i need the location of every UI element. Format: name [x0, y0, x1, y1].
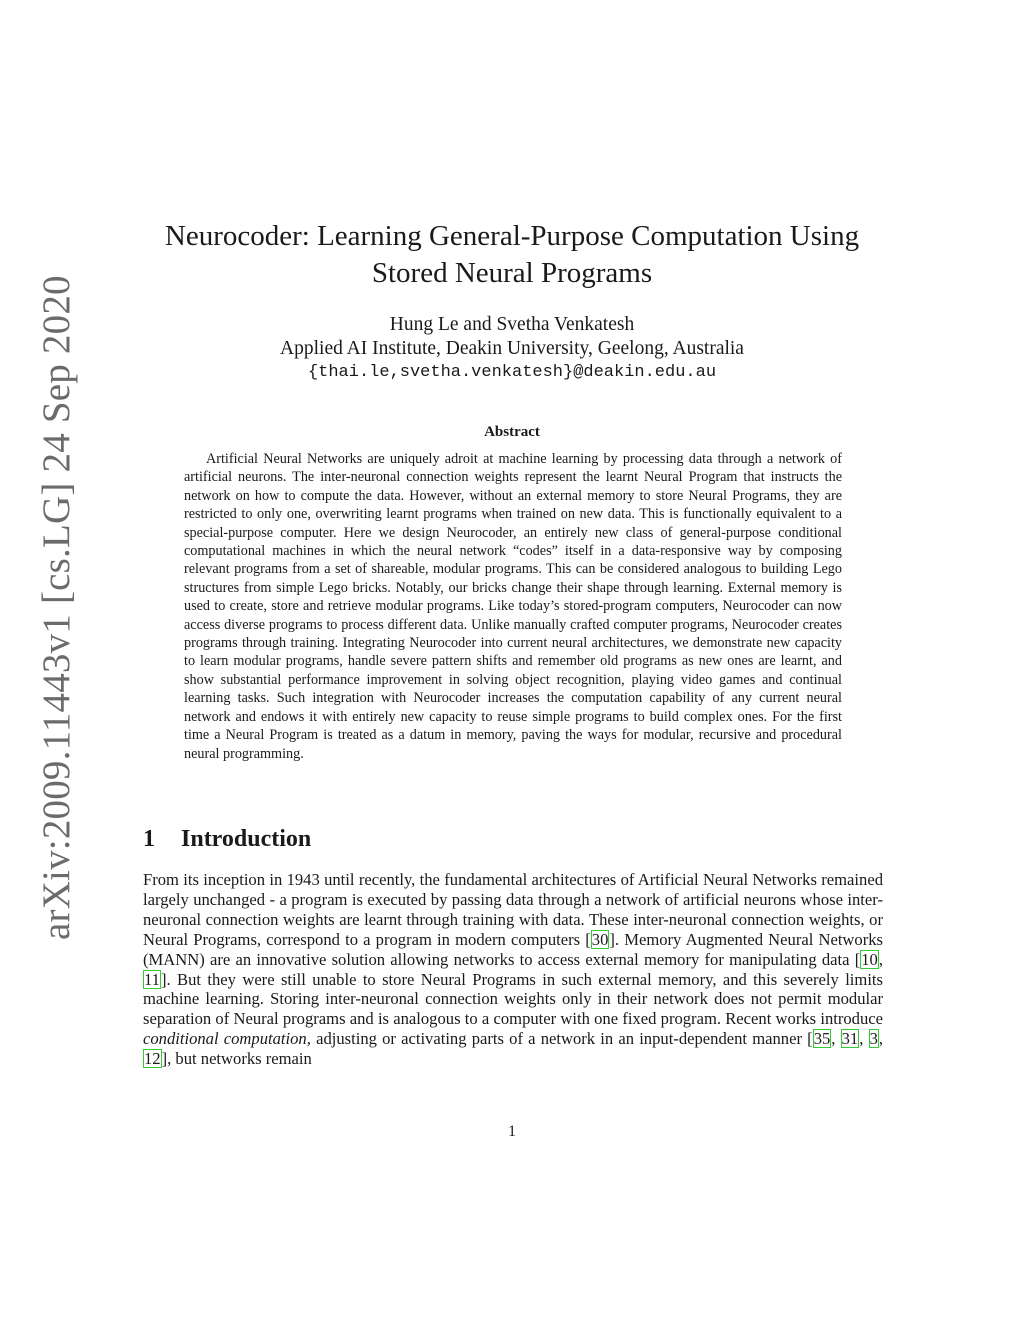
citation-link[interactable]: 3 [869, 1029, 878, 1049]
author-block [140, 313, 884, 385]
page-number: 1 [508, 1123, 516, 1140]
intro-text-1: From its inception in 1943 until recently, the fundamental architectures of Artificial Neural Networks remained largely unchanged - a program is executed by passing data through a network of artificial neurons whose inter-neuronal connection weights are learnt through training with data. These inter-neuronal connection weights, or Neural Programs, correspond to a program in modern computers [143, 870, 883, 949]
author-names: Hung Le and Svetha Venkatesh [389, 314, 635, 335]
title-line-1: Neurocoder: Learning General-Purpose Computation Using [164, 220, 860, 252]
section-heading-introduction [143, 826, 311, 853]
citation-link[interactable]: 31 [841, 1029, 859, 1049]
arxiv-identifier-stamp: arXiv:2009.11443v1 [cs.LG] 24 Sep 2020 [35, 275, 78, 940]
citation-link[interactable]: 35 [813, 1029, 831, 1049]
abstract-heading: Abstract [484, 424, 540, 440]
intro-text-4: adjusting or activating parts of a network in an input-dependent manner [310, 1029, 808, 1049]
citation-link[interactable]: 12 [144, 1049, 161, 1069]
paper-title [140, 218, 884, 292]
introduction-paragraph: From its inception in 1943 until recently, the fundamental architectures of Artificial Neural Networks remained largely unchanged - a program is executed by passing data through a network of artificial neurons whose inter-neuronal connection weights are learnt through training with data. These inter-neuronal connection weights, or Neural Programs, correspond to a program in modern computers [30]. Memory Augmented Neural Networks (MANN) are an innovative solution allowing networks to access external memory for manipulating data [10, 11]. But they were still unable to store Neural Programs in such external memory, and this severely limits machine learning. Storing inter-neuronal connection weights only in their network does not permit modular separation of Neural programs and is analogous to a computer with one fixed program. Recent works introduce conditional computation, adjusting or activating parts of a network in an input-dependent manner [35, 31, 3, 12], but networks remain [143, 870, 884, 1069]
author-email: {thai.le,svetha.venkatesh}@deakin.edu.au [307, 363, 717, 382]
title-line-2: Stored Neural Programs [371, 257, 653, 289]
author-affiliation: Applied AI Institute, Deakin University, Geelong, Australia [280, 338, 744, 359]
citation-link[interactable]: 10 [861, 949, 878, 969]
intro-emphasis: conditional computation, [143, 1029, 311, 1049]
section-number: 1 [143, 826, 155, 852]
intro-text-5: , but networks remain [167, 1049, 312, 1069]
section-title: Introduction [181, 826, 312, 852]
intro-text-3: . But they were still unable to store Neural Programs in such external memory, and this severely limits machine learning. Storing inter-neuronal connection weights only in their network does not permit modular separation of Neural programs and is analogous to a computer with one fixed program. Recent works introduce [143, 969, 883, 1029]
abstract-text: Artificial Neural Networks are uniquely adroit at machine learning by processing data through a network of artificial neurons. The inter-neuronal connection weights represent the learnt Neural Program that instructs the network on how to compute the data. However, without an external memory to store Neural Programs, they are restricted to only one, overwriting learnt programs when trained on new data. This is functionally equivalent to a special-purpose computer. Here we design Neurocoder, an entirely new class of general-purpose conditional computational machines in which the neural network “codes” itself in a data-responsive way by composing relevant programs from a set of shareable, modular programs. This can be considered analogous to building Lego structures from simple Lego bricks. Notably, our bricks change their shape through learning. External memory is used to create, store and retrieve modular programs. Like today’s stored-program computers, Neurocoder can now access diverse programs to process different data. Unlike manually crafted computer programs, Neurocoder creates programs through training. Integrating Neurocoder into current neural architectures, we demonstrate new capacity to learn modular programs, handle severe pattern shifts and remember old programs as new ones are learnt, and show substantial performance improvement in solving object recognition, playing video games and continual learning tasks. Such integration with Neurocoder increases the computation capability of any current neural network and endows it with entirely new capacity to reuse simple programs to build complex ones. For the first time a Neural Program is treated as a datum in memory, paving the ways for modular, recursive and procedural neural programming. [184, 451, 842, 762]
intro-text-2: . Memory Augmented Neural Networks (MANN) are an innovative solution allowing networks to access external memory for manipulating data [143, 929, 883, 969]
citation-link[interactable]: 11 [144, 969, 160, 989]
citation-link[interactable]: 30 [591, 929, 609, 949]
